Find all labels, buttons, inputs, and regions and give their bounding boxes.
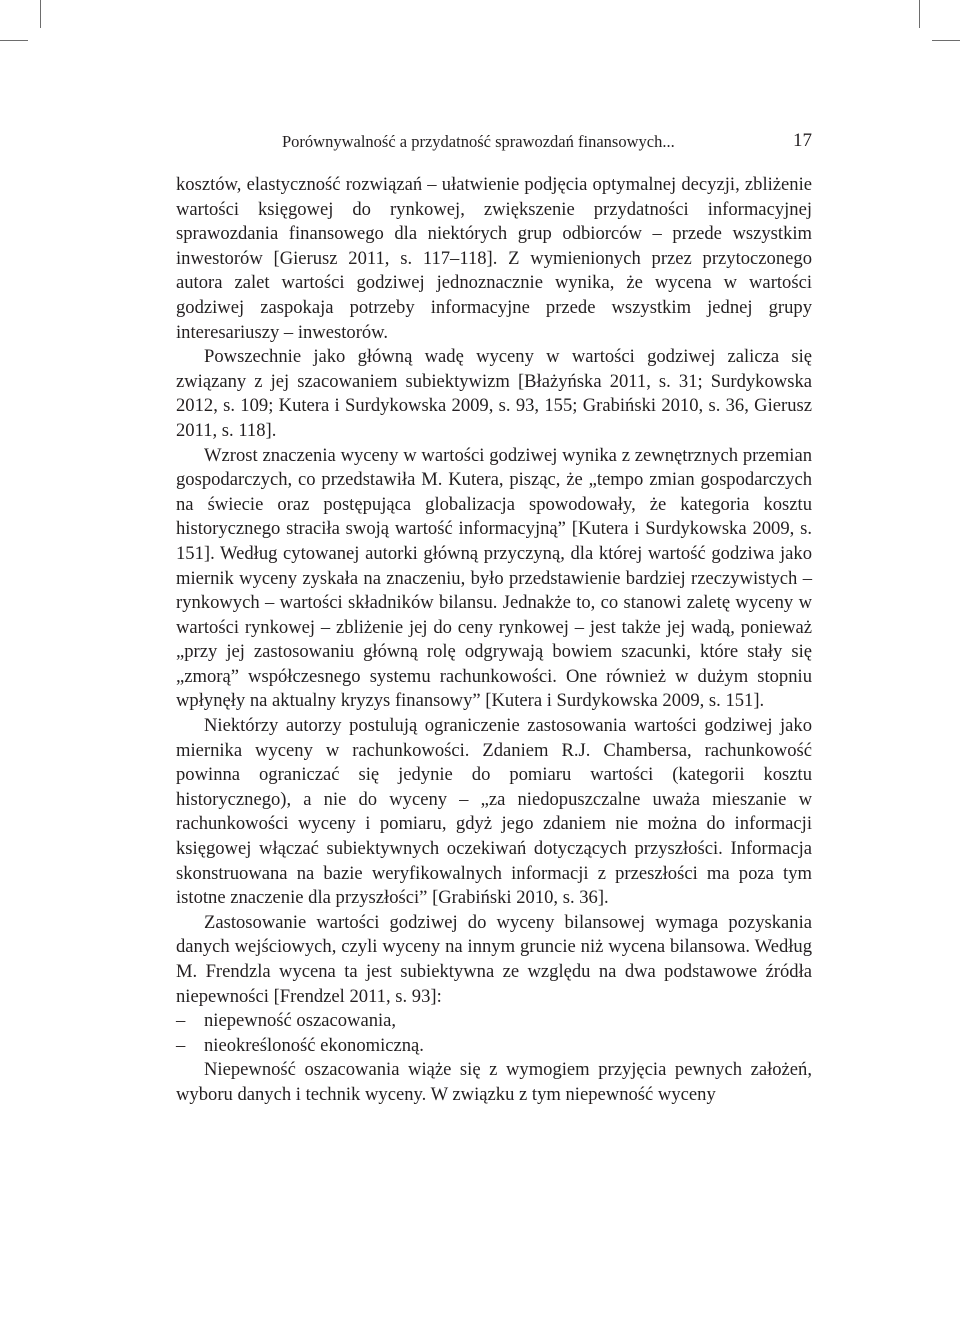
list-dash: –	[176, 1034, 186, 1056]
list-item	[176, 1034, 812, 1059]
paragraph: Wzrost znaczenia wyceny w wartości godziwej wynika z zewnętrznych przemian gospodarczych, co przedstawiła M. Kutera, pisząc, że „tempo zmian gospodarczych na świecie oraz postępująca globalizacja spowodowały, że kategoria kosztu historycznego straciła swoją wartość informacyjną” [Kutera i Surdykowska 2009, s. 151]. Według cytowanej autorki główną przyczyną, dla której wartość godziwa jako miernik wyceny zyskała na znaczeniu, było przedstawienie bardziej rzeczywistych – rynkowych – wartości składników bilansu. Jednakże to, co stanowi zaletę wyceny w wartości rynkowej – zbliżenie jej do ceny rynkowej – jest także jej wadą, ponieważ „przy jej zastosowaniu główną rolę odgrywają bowiem szacunki, które stały się „zmorą” współczesnego systemu rachunkowości. One również w dużym stopniu wpłynęły na aktualny kryzys finansowy” [Kutera i Surdykowska 2009, s. 151].	[176, 444, 812, 712]
body-text	[176, 173, 812, 1108]
list-item	[176, 1009, 812, 1034]
list-item-text: nieokreśloność ekonomiczną.	[204, 1034, 424, 1056]
paragraph: kosztów, elastyczność rozwiązań – ułatwienie podjęcia optymalnej decyzji, zbliżenie wartości księgowej do rynkowej, zwiększenie przydatności informacyjnej sprawozdania finansowego dla niektórych grup odbiorców – przede wszystkim inwestorów [Gierusz 2011, s. 117–118]. Z wymienionych przez przytoczonego autora zalet wartości godziwej jednoznacznie wynika, że wycena w wartości godziwej zaspokaja potrzeby informacyjne przede wszystkim jednej grupy interesariuszy – inwestorów.	[176, 174, 812, 343]
crop-mark-top-left-vertical	[40, 0, 41, 28]
page-number: 17	[793, 130, 812, 151]
paragraph: Niepewność oszacowania wiąże się z wymogiem przyjęcia pewnych założeń, wyboru danych i technik wyceny. W związku z tym niepewność wyceny	[176, 1059, 812, 1105]
paragraph: Zastosowanie wartości godziwej do wyceny bilansowej wymaga pozyskania danych wejściowych, czyli wyceny na innym gruncie niż wycena bilansowa. Według M. Frendzla wycena ta jest subiektywna ze względu na dwa podstawowe źródła niepewności [Frendzel 2011, s. 93]:	[176, 911, 812, 1007]
crop-mark-top-left-horizontal	[0, 40, 28, 41]
crop-mark-top-right-horizontal	[932, 40, 960, 41]
paragraph: Powszechnie jako główną wadę wyceny w wartości godziwej zalicza się związany z jej szacowaniem subiektywizm [Błażyńska 2011, s. 31; Surdykowska 2012, s. 109; Kutera i Surdykowska 2009, s. 93, 155; Grabiński 2010, s. 36, Gierusz 2011, s. 118].	[176, 346, 812, 441]
page-header	[176, 129, 812, 155]
running-title: Porównywalność a przydatność sprawozdań finansowych...	[282, 132, 675, 151]
list-dash: –	[176, 1010, 186, 1032]
crop-mark-top-right-vertical	[919, 0, 920, 28]
paragraph: Niektórzy autorzy postulują ograniczenie zastosowania wartości godziwej jako miernika wyceny w rachunkowości. Zdaniem R.J. Chambersa, rachunkowość powinna ograniczać się jedynie do pomiaru wartości (kategorii kosztu historycznego), a nie do wyceny – „za niedopuszczalne uważa mieszanie w rachunkowości wyceny i pomiaru, gdyż jego zdaniem nie można do informacji księgowej włączać subiektywnych oczekiwań dotyczących przyszłości. Informacja skonstruowana na bazie weryfikowalnych informacji z przeszłości ma poza tym istotne znaczenie dla przyszłości” [Grabiński 2010, s. 36].	[176, 715, 812, 909]
list-item-text: niepewność oszacowania,	[204, 1010, 397, 1032]
